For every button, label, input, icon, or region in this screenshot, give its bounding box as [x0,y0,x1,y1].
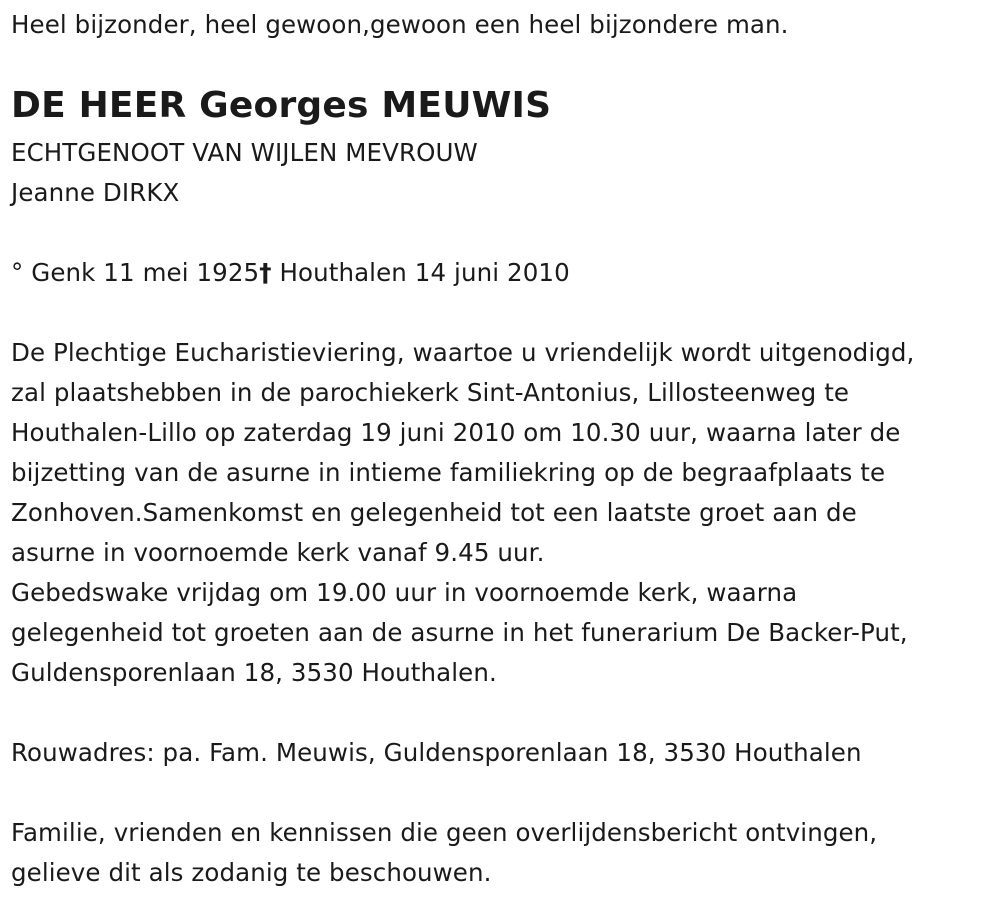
mourning-address: Rouwadres: pa. Fam. Meuwis, Guldensporenlaan 18, 3530 Houthalen [11,738,862,767]
birth-date: ° Genk 11 mei 1925 [11,258,260,287]
ceremony-line: Zonhoven.Samenkomst en gelegenheid tot een laatste groet aan de [11,498,857,527]
ceremony-line: Gebedswake vrijdag om 19.00 uur in voornoemde kerk, waarna [11,578,798,607]
ceremony-line: Houthalen-Lillo op zaterdag 19 juni 2010 om 10.30 uur, waarna later de [11,418,901,447]
ceremony-line: zal plaatshebben in de parochiekerk Sint-Antonius, Lillosteenweg te [11,378,850,407]
motto-text: Heel bijzonder, heel gewoon,gewoon een heel bijzondere man. [11,10,789,39]
closing-line: Familie, vrienden en kennissen die geen overlijdensbericht ontvingen, [11,818,878,847]
ceremony-line: gelegenheid tot groeten aan de asurne in het funerarium De Backer-Put, [11,618,908,647]
ceremony-line: Guldensporenlaan 18, 3530 Houthalen. [11,658,497,687]
relation-line-2: Jeanne DIRKX [11,178,180,207]
closing-line: gelieve dit als zodanig te beschouwen. [11,858,492,887]
relation-line-1: ECHTGENOOT VAN WIJLEN MEVROUW [11,138,478,167]
cross-icon: † [259,258,272,287]
deceased-name: DE HEER Georges MEUWIS [11,85,552,126]
ceremony-line: bijzetting van de asurne in intieme familiekring op de begraafplaats te [11,458,886,487]
ceremony-line: De Plechtige Eucharistieviering, waartoe u vriendelijk wordt uitgenodigd, [11,338,915,367]
life-dates [11,253,570,293]
ceremony-line: asurne in voornoemde kerk vanaf 9.45 uur. [11,538,545,567]
death-date: Houthalen 14 juni 2010 [271,258,570,287]
